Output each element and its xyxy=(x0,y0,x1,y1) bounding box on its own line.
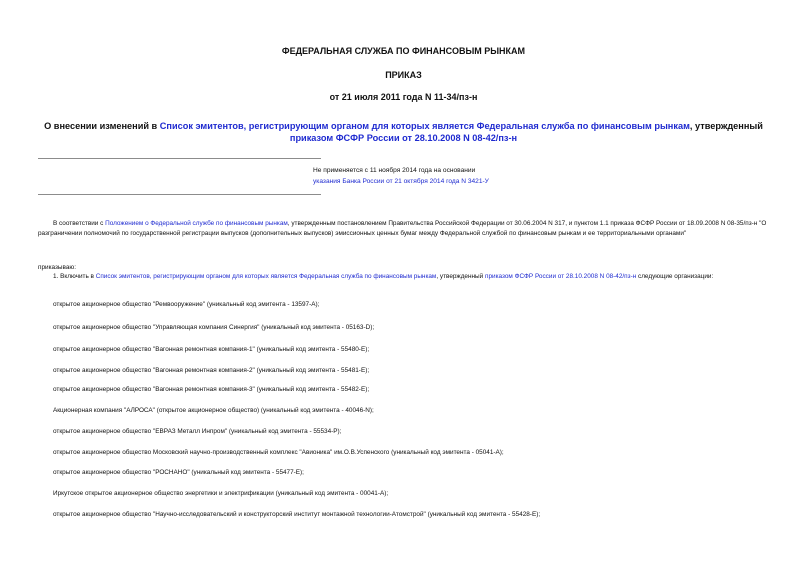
note-line: Не применяется с 11 ноября 2014 года на основании xyxy=(313,167,476,174)
list-item: открытое акционерное общество "РОСНАНО" (уникальный код эмитента - 55477-Е); xyxy=(53,469,304,476)
title-middle: , утвержденный xyxy=(689,121,763,131)
list-item: открытое акционерное общество "Ремвооружение" (уникальный код эмитента - 13597-А); xyxy=(53,301,320,308)
item1-text-3: следующие организации: xyxy=(636,273,714,280)
item1-text-1: 1. Включить в xyxy=(53,273,96,280)
preamble-text-2: , утвержденным постановлением Правительства Российской Федерации от 30.06.2004 N 317, и пунктом 1.1 приказа ФСФР России от 18.09.2008 N 08-35/пз-н "О разграничении полномочий по государственной регистрации выпусков (дополнительных выпусков) эмиссионных ценных бумаг между Федеральной службой по финансовым рынкам и ее территориальными органами" xyxy=(38,220,767,237)
preamble-text-1: В соответствии с xyxy=(53,220,106,227)
divider-bottom xyxy=(38,194,321,195)
applicability-note xyxy=(313,165,633,187)
list-item: открытое акционерное общество "ЕВРАЗ Металл Инпром" (уникальный код эмитента - 55534-Р); xyxy=(53,428,342,435)
item1-link-order[interactable]: приказом ФСФР России от 28.10.2008 N 08-42/пз-н xyxy=(485,273,637,280)
document-title xyxy=(40,120,767,144)
preamble-link-regulation[interactable]: Положением о Федеральной службе по финансовым рынкам xyxy=(105,220,288,227)
list-item: Иркутское открытое акционерное общество энергетики и электрификации (уникальный код эмитента - 00041-А); xyxy=(53,490,389,497)
divider-top xyxy=(38,158,321,159)
item1-text-2: , утвержденный xyxy=(436,273,485,280)
preamble-paragraph xyxy=(38,219,768,238)
title-prefix: О внесении изменений в xyxy=(44,121,160,131)
list-item: открытое акционерное общество "Научно-исследовательский и конструкторский институт монтажной технологии-Атомстрой" (уникальный код эмитента - 55428-Е); xyxy=(53,511,541,518)
order-word: приказываю: xyxy=(38,264,76,271)
doc-date-number: от 21 июля 2011 года N 11-34/пз-н xyxy=(329,92,478,102)
item-1-paragraph xyxy=(38,272,768,282)
list-item: открытое акционерное общество "Управляющая компания Синергия" (уникальный код эмитента - 05163-D); xyxy=(53,324,375,331)
item1-link-issuers-list[interactable]: Список эмитентов, регистрирующим органом для которых является Федеральная служба по финансовым рынкам xyxy=(95,273,437,280)
list-item: открытое акционерное общество Московский научно-производственный комплекс "Авионика" им.О.В.Успенского (уникальный код эмитента - 05041-А); xyxy=(53,449,504,456)
title-link-issuers-list[interactable]: Список эмитентов, регистрирующим органом для которых является Федеральная служба по финансовым рынкам xyxy=(159,121,690,131)
list-item: открытое акционерное общество "Вагонная ремонтная компания-3" (уникальный код эмитента - 55482-Е); xyxy=(53,386,370,393)
list-item: открытое акционерное общество "Вагонная ремонтная компания-2" (уникальный код эмитента - 55481-Е); xyxy=(53,367,370,374)
list-item: открытое акционерное общество "Вагонная ремонтная компания-1" (уникальный код эмитента - 55480-Е); xyxy=(53,346,370,353)
agency-heading: ФЕДЕРАЛЬНАЯ СЛУЖБА ПО ФИНАНСОВЫМ РЫНКАМ xyxy=(281,46,526,56)
list-item: Акционерная компания "АЛРОСА" (открытое акционерное общество) (уникальный код эмитента - 40046-N); xyxy=(53,407,374,414)
note-link-bank-instruction[interactable]: указания Банка России от 21 октября 2014 года N 3421-У xyxy=(313,178,489,185)
title-link-order[interactable]: приказом ФСФР России от 28.10.2008 N 08-42/пз-н xyxy=(289,133,518,143)
doc-type-heading: ПРИКАЗ xyxy=(385,70,422,80)
